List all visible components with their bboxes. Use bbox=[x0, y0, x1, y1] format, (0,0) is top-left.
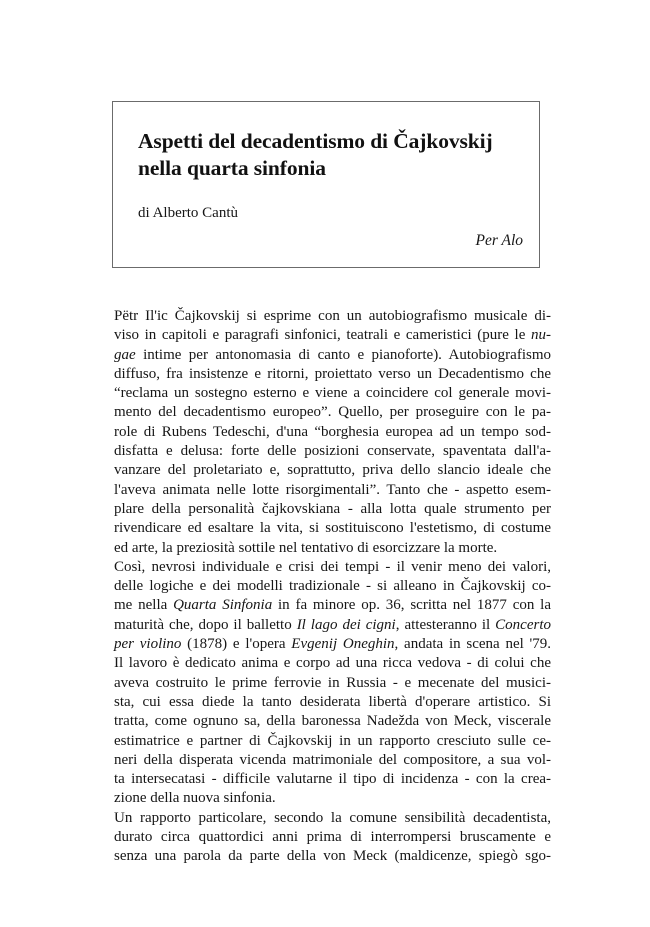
text-run: Così, nevrosi individuale e crisi dei tempi - il venir meno dei valori, bbox=[114, 558, 551, 575]
text-line bbox=[114, 403, 551, 422]
text-line bbox=[114, 307, 551, 326]
text-run: viso in capitoli e paragrafi sinfonici, teatrali e cameristici (pure le bbox=[114, 327, 531, 344]
text-line bbox=[114, 481, 551, 500]
text-line bbox=[114, 577, 551, 596]
text-line bbox=[114, 732, 551, 751]
text-line bbox=[114, 770, 551, 789]
text-run: plare della personalità čajkovskiana - alla lotta quale strumento per bbox=[114, 500, 551, 517]
italic-title: per violino bbox=[114, 636, 182, 653]
text-run: estimatrice e partner di Čajkovskij in un rapporto cresciuto sulle ce- bbox=[114, 732, 551, 749]
text-run: Pëtr Il'ic Čajkovskij si esprime con un autobiografismo musicale di- bbox=[114, 308, 551, 324]
text-run: maturità che, dopo il balletto bbox=[114, 616, 297, 633]
text-run: diffuso, fra insistenze e ritorni, proiettato verso un Decadentismo che bbox=[114, 365, 551, 382]
italic-title: nu- bbox=[531, 327, 551, 344]
text-run: vanzare del proletariato e, soprattutto, priva dello slancio ideale che bbox=[114, 462, 551, 479]
text-run: disfatta e delusa: forte delle posizioni conservate, spaventata dall'a- bbox=[114, 443, 551, 460]
text-line bbox=[114, 539, 551, 558]
text-line bbox=[114, 384, 551, 403]
text-run: l'aveva animata nelle lotte risorgimentali”. Tanto che - aspetto esem- bbox=[114, 481, 551, 498]
text-run: Un rapporto particolare, secondo la comune sensibilità decadentista, bbox=[114, 809, 551, 826]
text-run: aveva costruito le prime ferrovie in Russia - e mecenate del musici- bbox=[114, 674, 551, 691]
article-title bbox=[138, 128, 493, 182]
text-run: , attesteranno il bbox=[395, 616, 496, 633]
text-run: , andata in scena nel '79. bbox=[394, 636, 551, 653]
article-title-line: Aspetti del decadentismo di Čajkovskij bbox=[138, 129, 493, 153]
text-run: intime per antonomasia di canto e pianoforte). Autobiografismo bbox=[135, 346, 551, 363]
article-title-line: nella quarta sinfonia bbox=[138, 156, 326, 180]
title-box bbox=[112, 101, 540, 268]
text-line bbox=[114, 442, 551, 461]
text-line bbox=[114, 365, 551, 384]
text-line bbox=[114, 596, 551, 615]
text-run: ed arte, la preziosità sottile nel tentativo di esorcizzare la morte. bbox=[114, 539, 498, 556]
text-line bbox=[114, 828, 551, 847]
text-line bbox=[114, 519, 551, 538]
text-line bbox=[114, 326, 551, 345]
text-run: sta, cui essa diede la tanto desiderata libertà d'operare artistico. Si bbox=[114, 693, 551, 710]
text-line bbox=[114, 423, 551, 442]
text-line bbox=[114, 789, 551, 808]
italic-title: gae bbox=[114, 346, 136, 363]
italic-title: Il lago dei cigni bbox=[296, 616, 396, 633]
text-line bbox=[114, 500, 551, 519]
text-run: Il lavoro è dedicato anima e corpo ad una ricca vedova - di colui che bbox=[114, 655, 551, 672]
text-run: durato circa quattordici anni prima di interrompersi bruscamente e bbox=[114, 829, 551, 846]
text-run: zione della nuova sinfonia. bbox=[114, 790, 276, 807]
text-line bbox=[114, 751, 551, 770]
author-byline: di Alberto Cantù bbox=[138, 205, 238, 221]
text-run: (1878) e l'opera bbox=[181, 636, 292, 653]
italic-title: Evgenij Oneghin bbox=[291, 636, 395, 653]
text-line bbox=[114, 654, 551, 673]
text-line bbox=[114, 461, 551, 480]
italic-title: Quarta Sinfonia bbox=[173, 597, 273, 614]
dedication: Per Alo bbox=[475, 232, 523, 249]
text-run: ta intersecatasi - difficile valutarne il tipo di incidenza - con la crea- bbox=[114, 771, 551, 788]
body-text bbox=[114, 307, 551, 867]
text-run: neri della disperata vicenda matrimoniale del compositore, a sua vol- bbox=[114, 751, 551, 768]
text-run: me nella bbox=[114, 597, 174, 614]
text-run: mento del decadentismo europeo”. Quello, per proseguire con le pa- bbox=[114, 404, 551, 421]
text-line bbox=[114, 847, 551, 866]
text-line bbox=[114, 346, 551, 365]
text-line bbox=[114, 712, 551, 731]
text-line bbox=[114, 616, 551, 635]
text-run: rivendicare ed esaltare la vita, si sostituiscono l'estetismo, di costume bbox=[114, 520, 551, 537]
text-run: senza una parola da parte della von Meck (maldicenze, spiegò sgo- bbox=[114, 848, 551, 865]
text-run: in fa minore op. 36, scritta nel 1877 con la bbox=[272, 597, 551, 614]
text-line bbox=[114, 809, 551, 828]
text-run: role di Rubens Tedeschi, d'una “borghesia europea ad un tempo sod- bbox=[114, 423, 551, 440]
text-run: tratta, come ognuno sa, della baronessa Nadežda von Meck, viscerale bbox=[114, 713, 551, 730]
text-run: “reclama un sostegno esterno e viene a coincidere col generale movi- bbox=[114, 385, 551, 402]
text-line bbox=[114, 674, 551, 693]
italic-title: Concerto bbox=[495, 616, 551, 633]
text-run: delle logiche e dei modelli tradizionale - si alleano in Čajkovskij co- bbox=[114, 578, 551, 595]
text-line bbox=[114, 558, 551, 577]
text-line bbox=[114, 693, 551, 712]
text-line bbox=[114, 635, 551, 654]
